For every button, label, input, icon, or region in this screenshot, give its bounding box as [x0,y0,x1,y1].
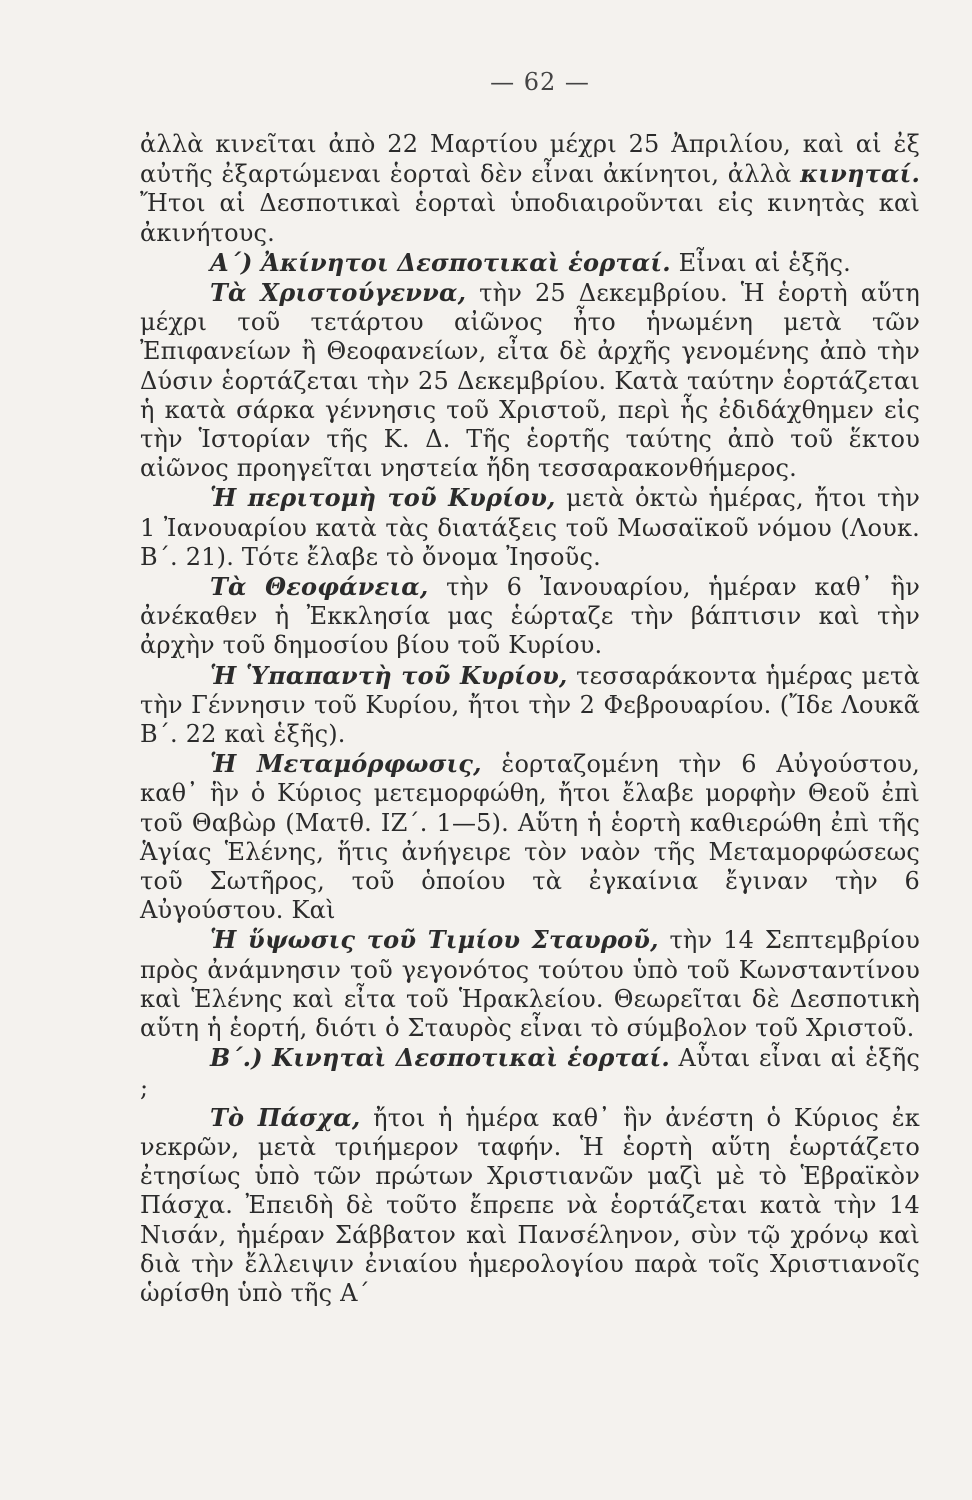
paragraph [140,1103,920,1308]
section-heading: Ἡ Μεταμόρφωσις, [210,749,482,779]
section-heading: Τὸ Πάσχα, [210,1102,361,1132]
paragraph-text: μετὰ ὀκτὼ ἡμέρας, ἤτοι τὴν 1 Ἰανουαρίου κατὰ τὰς διατάξεις τοῦ Μωσαϊκοῦ νόμου (Λουκ. Β΄. 21). Τότε ἔλαβε τὸ ὄνομα Ἰησοῦς. [140,484,920,571]
body-text [140,130,920,1308]
section-heading: Ἡ Ὑπαπαντὴ τοῦ Κυρίου, [210,660,568,690]
paragraph-text: Αὗται εἶναι αἱ ἑξῆς ; [140,1044,920,1102]
paragraph [140,572,920,661]
section-heading: Τὰ Θεοφάνεια, [210,572,429,602]
paragraph-text: ἤτοι ἡ ἡμέρα καθ᾽ ἣν ἀνέστη ὁ Κύριος ἐκ νεκρῶν, μετὰ τριήμερον ταφήν. Ἡ ἑορτὴ αὕτη ἑωρτάζετο ἐτησίως ὑπὸ τῶν πρώτων Χριστιανῶν μαζὶ μὲ τὸ Ἑβραϊκὸν Πάσχα. Ἐπειδὴ δὲ τοῦτο ἔπρεπε νὰ ἑορτάζεται κατὰ τὴν 14 Νισάν, ἡμέραν Σάββατον καὶ Πανσέληνον, σὺν τῷ χρόνῳ καὶ διὰ τὴν ἔλλειψιν ἐνιαίου ἡμερολογίου παρὰ τοῖς Χριστιανοῖς ὡρίσθη ὑπὸ τῆς Α΄ [140,1103,920,1307]
paragraph [140,278,920,483]
paragraph-text: τὴν 14 Σεπτεμβρίου πρὸς ἀνάμνησιν τοῦ γεγονότος τούτου ὑπὸ τοῦ Κωνσταντίνου καὶ Ἑλένης καὶ εἶτα τοῦ Ἡρακλείου. Θεωρεῖται δὲ Δεσποτικὴ αὕτη ἡ ἑορτή, διότι ὁ Σταυρὸς εἶναι τὸ σύμβολον τοῦ Χριστοῦ. [140,926,921,1043]
paragraph [140,1043,920,1102]
page-number: — 62 — [490,68,590,96]
paragraph [140,483,920,572]
paragraph-text: τὴν 6 Ἰανουαρίου, ἡμέραν καθ᾽ ἣν ἀνέκαθεν ἡ Ἐκκλησία μας ἑώρταζε τὴν βάπτισιν καὶ τὴν ἀρχὴν τοῦ δημοσίου βίου τοῦ Κυρίου. [140,573,920,660]
paragraph-text: τεσσαράκοντα ἡμέρας μετὰ τὴν Γέννησιν τοῦ Κυρίου, ἤτοι τὴν 2 Φεβρουαρίου. (Ἴδε Λουκᾶ Β΄. 22 καὶ ἑξῆς). [140,661,920,749]
section-heading: Ἡ περιτομὴ τοῦ Κυρίου, [210,483,556,513]
section-heading: Ἡ ὕψωσις τοῦ Τιμίου Σταυροῦ, [210,925,659,955]
paragraph [140,749,920,925]
section-heading: Α΄) Ἀκίνητοι Δεσποτικαὶ ἑορταί. [210,247,671,277]
paragraph-text: Εἶναι αἱ ἑξῆς. [670,248,851,277]
section-heading: κινηταί. [800,159,920,189]
paragraph-text: ἀλλὰ κινεῖται ἀπὸ 22 Μαρτίου μέχρι 25 Ἀπριλίου, καὶ αἱ ἐξ αὐτῆς ἐξαρτώμεναι ἑορταὶ δὲν εἶναι ἀκίνητοι, ἀλλὰ [140,130,920,189]
paragraph-text: ἑορταζομένη τὴν 6 Αὐγούστου, καθ᾽ ἣν ὁ Κύριος μετεμορφώθη, ἤτοι ἔλαβε μορφὴν Θεοῦ ἐπὶ τοῦ Θαβὼρ (Ματθ. ΙΖ΄. 1—5). Αὕτη ἡ ἑορτὴ καθιερώθη ἐπὶ τῆς Ἁγίας Ἑλένης, ἥτις ἀνήγειρε τὸν ναὸν τῆς Μεταμορφώσεως τοῦ Σωτῆρος, τοῦ ὁποίου τὰ ἐγκαίνια ἔγιναν τὴν 6 Αὐγούστου. Καὶ [140,750,920,925]
paragraph-text: Ἤτοι αἱ Δεσποτικαὶ ἑορταὶ ὑποδιαιροῦνται εἰς κινητὰς καὶ ἀκινήτους. [140,189,920,247]
paragraph [140,925,920,1043]
paragraph-text: τὴν 25 Δεκεμβρίου. Ἡ ἑορτὴ αὕτη μέχρι τοῦ τετάρτου αἰῶνος ἦτο ἡνωμένη μετὰ τῶν Ἐπιφανείων ἢ Θεοφανείων, εἶτα δὲ ἀρχῆς γενομένης ἀπὸ τὴν Δύσιν ἑορτάζεται τὴν 25 Δεκεμβρίου. Κατὰ ταύτην ἑορτάζεται ἡ κατὰ σάρκα γέννησις τοῦ Χριστοῦ, περὶ ἧς ἐδιδάχθημεν εἰς τὴν Ἱστορίαν τῆς Κ. Δ. Τῆς ἑορτῆς ταύτης ἀπὸ τοῦ ἕκτου αἰῶνος προηγεῖται νηστεία ἤδη τεσσαρακονθήμερος. [140,279,920,483]
section-heading: Τὰ Χριστούγεννα, [210,278,467,308]
paragraph [140,661,920,750]
section-heading: Β΄.) Κινηταὶ Δεσποτικαὶ ἑορταί. [210,1043,670,1073]
paragraph [140,248,920,278]
paragraph [140,130,920,248]
